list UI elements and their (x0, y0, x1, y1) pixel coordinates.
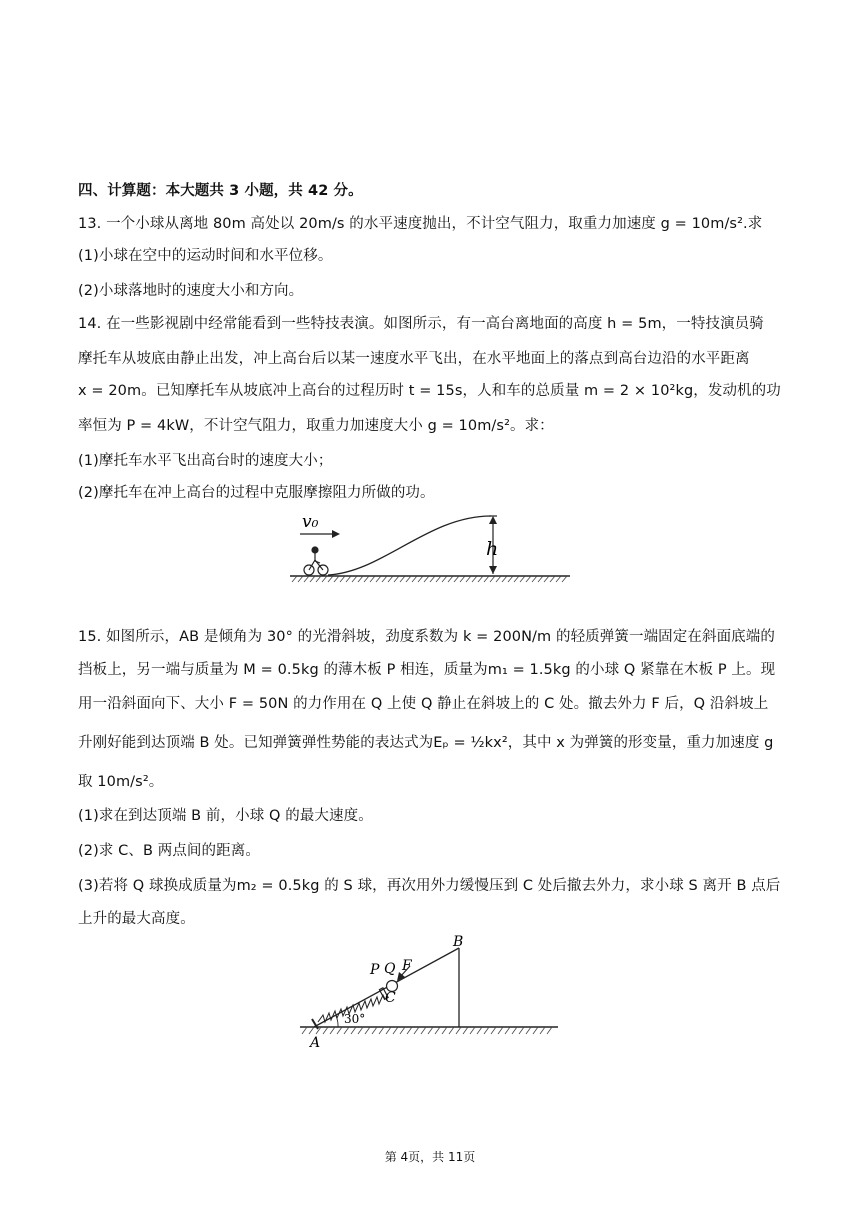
incline-spring-figure (296, 930, 562, 1052)
problem-15-question-1: (1)求在到达顶端 B 前，小球 Q 的最大速度。 (78, 808, 373, 824)
problem-15-line-5: 取 10m/s²。 (78, 774, 164, 790)
velocity-label: v₀ (302, 512, 319, 532)
problem-15-question-3: (3)若将 Q 球换成质量为m₂ = 0.5kg 的 S 球，再次用外力缓慢压到 C 处后撤去外力，求小球 S 离开 B 点后 (78, 878, 781, 894)
problem-13-line-1: 13. 一个小球从离地 80m 高处以 20m/s 的水平速度抛出，不计空气阻力，取重力加速度 g = 10m/s².求 (78, 216, 763, 232)
angle-arc (336, 1016, 338, 1027)
problem-14-line-4: 率恒为 P = 4kW，不计空气阻力，取重力加速度大小 g = 10m/s²。求： (78, 418, 554, 434)
label-angle: 30° (344, 1012, 366, 1026)
height-label: h (486, 538, 499, 560)
problem-15-line-3: 用一沿斜面向下、大小 F = 50N 的力作用在 Q 上使 Q 静止在斜坡上的 C 处。撤去外力 F 后，Q 沿斜坡上 (78, 696, 769, 712)
label-p: P (370, 962, 380, 978)
trajectory-curve (328, 516, 491, 575)
problem-15-question-3-cont: 上升的最大高度。 (78, 911, 195, 927)
label-c: C (385, 990, 396, 1006)
label-b: B (453, 934, 464, 950)
problem-14-question-2: (2)摩托车在冲上高台的过程中克服摩擦阻力所做的功。 (78, 485, 435, 501)
problem-15-line-4: 升刚好能到达顶端 B 处。已知弹簧弹性势能的表达式为Eₚ = ½kx²，其中 x 为弹簧的形变量，重力加速度 g (78, 735, 774, 751)
label-q: Q (384, 961, 396, 977)
problem-13-question-2: (2)小球落地时的速度大小和方向。 (78, 283, 304, 299)
problem-14-line-3: x = 20m。已知摩托车从坡底冲上高台的过程历时 t = 15s，人和车的总质量 m = 2 × 10²kg，发动机的功 (78, 383, 781, 399)
motorcycle-jump-figure (288, 508, 574, 594)
problem-13-question-1: (1)小球在空中的运动时间和水平位移。 (78, 248, 333, 264)
problem-15-question-2: (2)求 C、B 两点间的距离。 (78, 843, 260, 859)
problem-15-line-1: 15. 如图所示，AB 是倾角为 30° 的光滑斜坡，劲度系数为 k = 200N/m 的轻质弹簧一端固定在斜面底端的 (78, 629, 775, 645)
problem-14-line-2: 摩托车从坡底由静止出发，冲上高台后以某一速度水平飞出，在水平地面上的落点到高台边沿的水平距离 (78, 351, 750, 367)
label-a: A (310, 1035, 321, 1051)
motorcycle-rider-icon (304, 547, 328, 575)
problem-14-line-1: 14. 在一些影视剧中经常能看到一些特技表演。如图所示，有一高台离地面的高度 h = 5m，一特技演员骑 (78, 316, 764, 332)
page-footer: 第 4页，共 11页 (384, 1150, 476, 1164)
label-f: F (402, 958, 412, 974)
problem-15-line-2: 挡板上，另一端与质量为 M = 0.5kg 的薄木板 P 相连，质量为m₁ = 1.5kg 的小球 Q 紧靠在木板 P 上。现 (78, 662, 776, 678)
problem-14-question-1: (1)摩托车水平飞出高台时的速度大小； (78, 453, 333, 469)
section-heading: 四、计算题：本大题共 3 小题，共 42 分。 (78, 183, 363, 199)
